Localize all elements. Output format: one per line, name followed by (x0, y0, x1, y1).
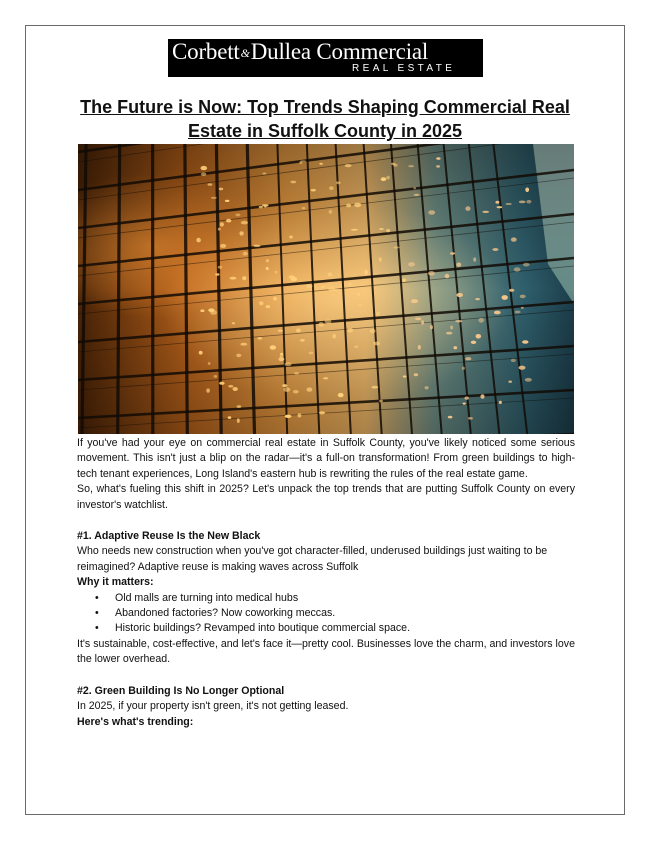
why-it-matters-label: Why it matters: (77, 576, 154, 589)
section-1-closing-paragraph: It's sustainable, cost-effective, and let's face it—pretty cool. Businesses love the charm, and investors love the lower overhead. (77, 637, 575, 666)
intro-question-paragraph: So, what's fueling this shift in 2025? Let's unpack the top trends that are putting Suffolk County on every investor's watchlist. (77, 483, 575, 511)
article-title: The Future is Now: Top Trends Shaping Commercial Real Estate in Suffolk County in 2025 (80, 97, 570, 141)
section-2-heading: #2. Green Building Is No Longer Optional (77, 684, 285, 697)
section-1-paragraph: Who needs new construction when you've got character-filled, underused buildings just waiting to be reimagined? Adaptive reuse is making waves across Suffolk (77, 545, 548, 573)
intro-paragraph: If you've had your eye on commercial real estate in Suffolk County, you've likely noticed some serious movement. This isn't just a blip on the radar—it's a full-on transformation! From green buildings to high-tech tenant experiences, Long Island's eastern hub is rewriting the rules of the real estate game. (77, 437, 575, 480)
list-item: • Historic buildings? Revamped into boutique commercial space. (77, 621, 575, 636)
section-2-paragraph: In 2025, if your property isn't green, it's not getting leased. (77, 700, 349, 713)
trending-label: Here's what's trending: (77, 715, 194, 728)
list-item: • Old malls are turning into medical hubs (77, 591, 575, 606)
hero-image (78, 144, 574, 434)
logo-wordmark: Corbett&Dullea Commercial (172, 39, 429, 64)
company-logo (168, 39, 483, 77)
section-1-heading: #1. Adaptive Reuse Is the New Black (77, 530, 261, 543)
section-1-bullet-list (77, 591, 575, 637)
list-item: • Abandoned factories? Now coworking meccas. (77, 606, 575, 621)
article-body (77, 436, 575, 730)
glass-building-illustration (78, 144, 574, 434)
logo-subtitle: REAL ESTATE (352, 63, 456, 74)
